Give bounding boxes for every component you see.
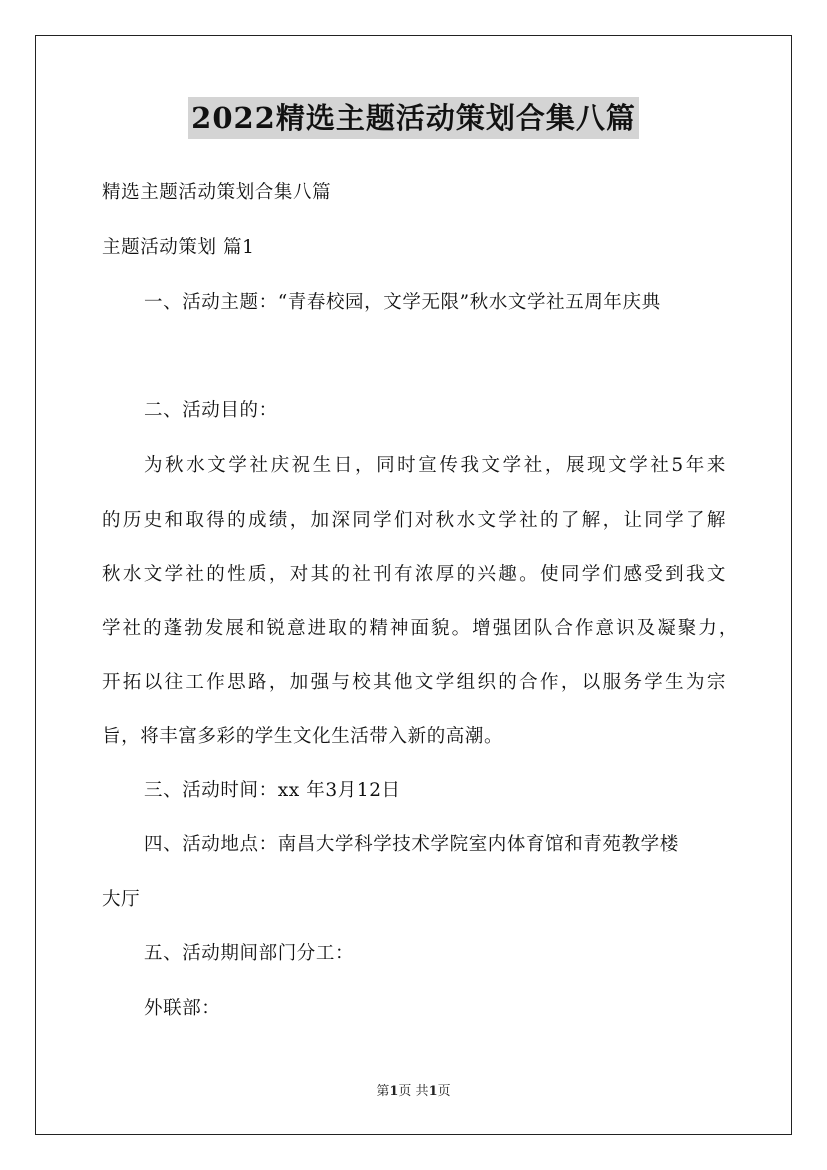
paragraph-line: 四、活动地点：南昌大学科学技术学院室内体育馆和青苑教学楼	[144, 834, 679, 855]
paragraph-line: 旨，将丰富多彩的学生文化生活带入新的高潮。	[102, 726, 504, 747]
paragraph-line: 秋水文学社的性质，对其的社刊有浓厚的兴趣。使同学们感受到我文	[102, 564, 726, 585]
paragraph-line: 的历史和取得的成绩，加深同学们对秋水文学社的了解，让同学了解	[102, 510, 726, 531]
paragraph-line: 学社的蓬勃发展和锐意进取的精神面貌。增强团队合作意识及凝聚力，	[102, 618, 738, 639]
paragraph-line: 一、活动主题：“青春校园，文学无限”秋水文学社五周年庆典	[144, 292, 661, 313]
paragraph-line: 大厅	[102, 889, 141, 910]
paragraph-line: 开拓以往工作思路，加强与校其他文学组织的合作，以服务学生为宗	[102, 672, 726, 693]
page-footer	[0, 1083, 827, 1101]
paragraph-line: 二、活动目的：	[144, 400, 278, 421]
paragraph-line: 五、活动期间部门分工：	[144, 943, 355, 964]
paragraph-line: 外联部：	[144, 998, 221, 1019]
page-number: 1	[389, 1084, 399, 1099]
footer-mid: 页 共	[398, 1084, 429, 1099]
document-title: 2022精选主题活动策划合集八篇	[188, 97, 639, 139]
page-total: 1	[428, 1084, 438, 1099]
footer-prefix: 第	[376, 1084, 390, 1099]
footer-suffix: 页	[437, 1084, 451, 1099]
section-heading: 主题活动策划 篇1	[102, 237, 255, 258]
title-container	[0, 97, 827, 139]
paragraph-line: 三、活动时间：xx 年3月12日	[144, 780, 401, 801]
paragraph-line: 为秋水文学社庆祝生日，同时宣传我文学社，展现文学社5年来	[144, 455, 726, 476]
document-subtitle: 精选主题活动策划合集八篇	[102, 182, 332, 203]
